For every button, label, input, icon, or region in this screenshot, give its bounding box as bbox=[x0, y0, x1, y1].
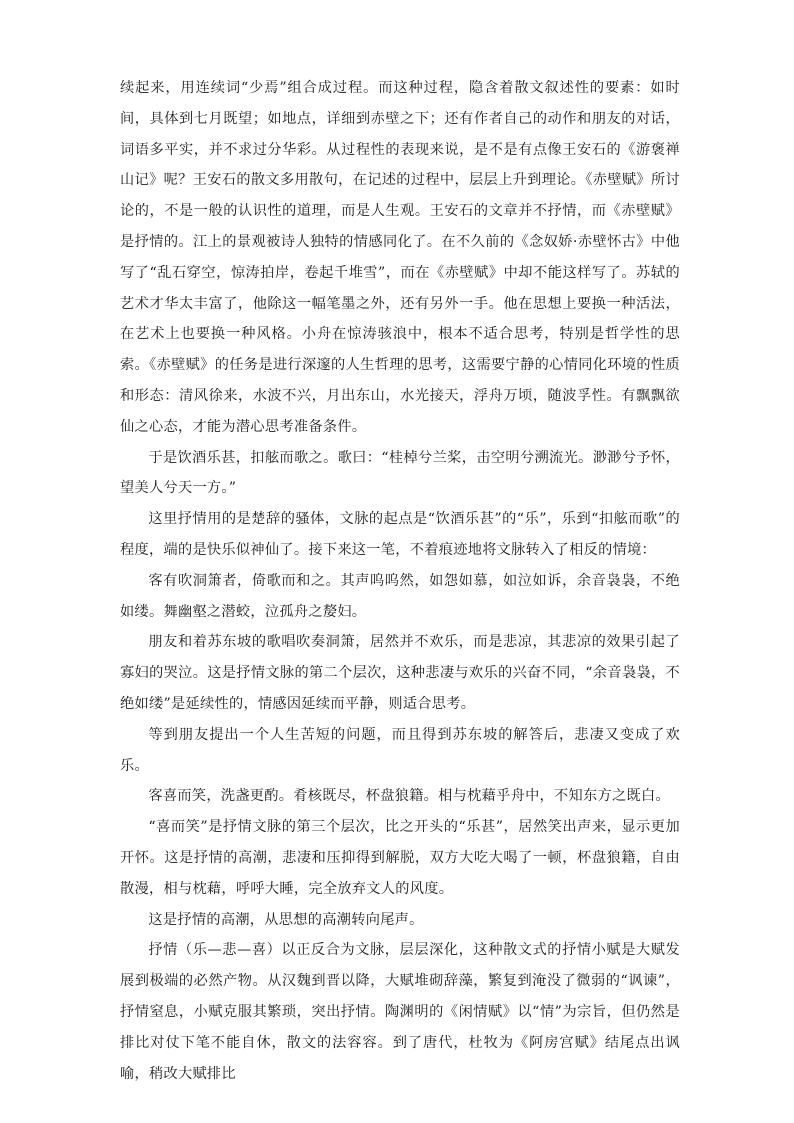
document-body bbox=[120, 73, 680, 1089]
paragraph-3: 这里抒情用的是楚辞的骚体，文脉的起点是“饮酒乐甚”的“乐”，乐到“扣舷而歌”的程度，端的是快乐似神仙了。接下来这一笔，不着痕迹地将文脉转入了相反的情境： bbox=[120, 511, 680, 558]
paragraph-6: 等到朋友提出一个人生苦短的问题，而且得到苏东坡的解答后，悲凄又变成了欢乐。 bbox=[120, 726, 680, 774]
paragraph-7: 客喜而笑，洗盏更酌。肴核既尽，杯盘狼籍。相与枕藉乎舟中，不知东方之既白。 bbox=[148, 788, 670, 805]
paragraph-2: 于是饮酒乐甚，扣舷而歌之。歌曰：“桂棹兮兰桨，击空明兮溯流光。渺渺兮予怀，望美人兮天一方。” bbox=[120, 449, 680, 497]
paragraph-10: 抒情（乐—悲—喜）以正反合为文脉，层层深化，这种散文式的抒情小赋是大赋发展到极端的必然产物。从汉魏到晋以降，大赋堆砌辞藻，繁复到淹没了微弱的“讽谏”，抒情窒息，小赋克服其繁琐，突出抒情。陶渊明的《闲情赋》以“情”为宗旨，但仍然是排比对仗下笔不能自休，散文的法容容。到了唐代，杜牧为《阿房宫赋》结尾点出讽喻，稍改大赋排比 bbox=[120, 942, 680, 1082]
paragraph-9: 这是抒情的高潮，从思想的高潮转向尾声。 bbox=[148, 911, 424, 928]
paragraph-8: “喜而笑”是抒情文脉的第三个层次，比之开头的“乐甚”，居然笑出声来，显示更加开怀。这是抒情的高潮，悲凄和压抑得到解脱，双方大吃大喝了一顿，杯盘狼籍，自由散漫，相与枕藉，呼呼大睡，完全放弃文人的风度。 bbox=[120, 819, 680, 897]
paragraph-4: 客有吹洞箫者，倚歌而和之。其声呜呜然，如怨如慕，如泣如诉，余音袅袅，不绝如缕。舞幽壑之潜蛟，泣孤舟之嫠妇。 bbox=[120, 572, 680, 620]
paragraph-5: 朋友和着苏东坡的歌唱吹奏洞箫，居然并不欢乐，而是悲凉，其悲凉的效果引起了寡妇的哭泣。这是抒情文脉的第二个层次，这种悲凄与欢乐的兴奋不同，“余音袅袅，不绝如缕”是延续性的，情感因延续而平静，则适合思考。 bbox=[120, 634, 680, 712]
paragraph-1: 续起来，用连续词“少焉”组合成过程。而这种过程，隐含着散文叙述性的要素：如时间，具体到七月既望；如地点，详细到赤壁之下；还有作者自己的动作和朋友的对话，词语多平实，并不求过分华彩。从过程性的表现来说，是不是有点像王安石的《游褒禅山记》呢？王安石的散文多用散句，在记述的过程中，层层上升到理论。《赤壁赋》所讨论的，不是一般的认识性的道理，而是人生观。王安石的文章并不抒情，而《赤壁赋》是抒情的。江上的景观被诗人独特的情感同化了。在不久前的《念奴娇·赤壁怀古》中他写了“乱石穿空，惊涛拍岸，卷起千堆雪”，而在《赤壁赋》中却不能这样写了。苏轼的艺术才华太丰富了，他除这一幅笔墨之外，还有另外一手。他在思想上要换一种活法，在艺术上也要换一种风格。小舟在惊涛骇浪中，根本不适合思考，特别是哲学性的思索。《赤壁赋》的任务是进行深邃的人生哲理的思考，这需要宁静的心情同化环境的性质和形态：清风徐来，水波不兴，月出东山，水光接天，浮舟万顷，随波孚性。有飘飘欲仙之心态，才能为潜心思考准备条件。 bbox=[120, 80, 680, 435]
